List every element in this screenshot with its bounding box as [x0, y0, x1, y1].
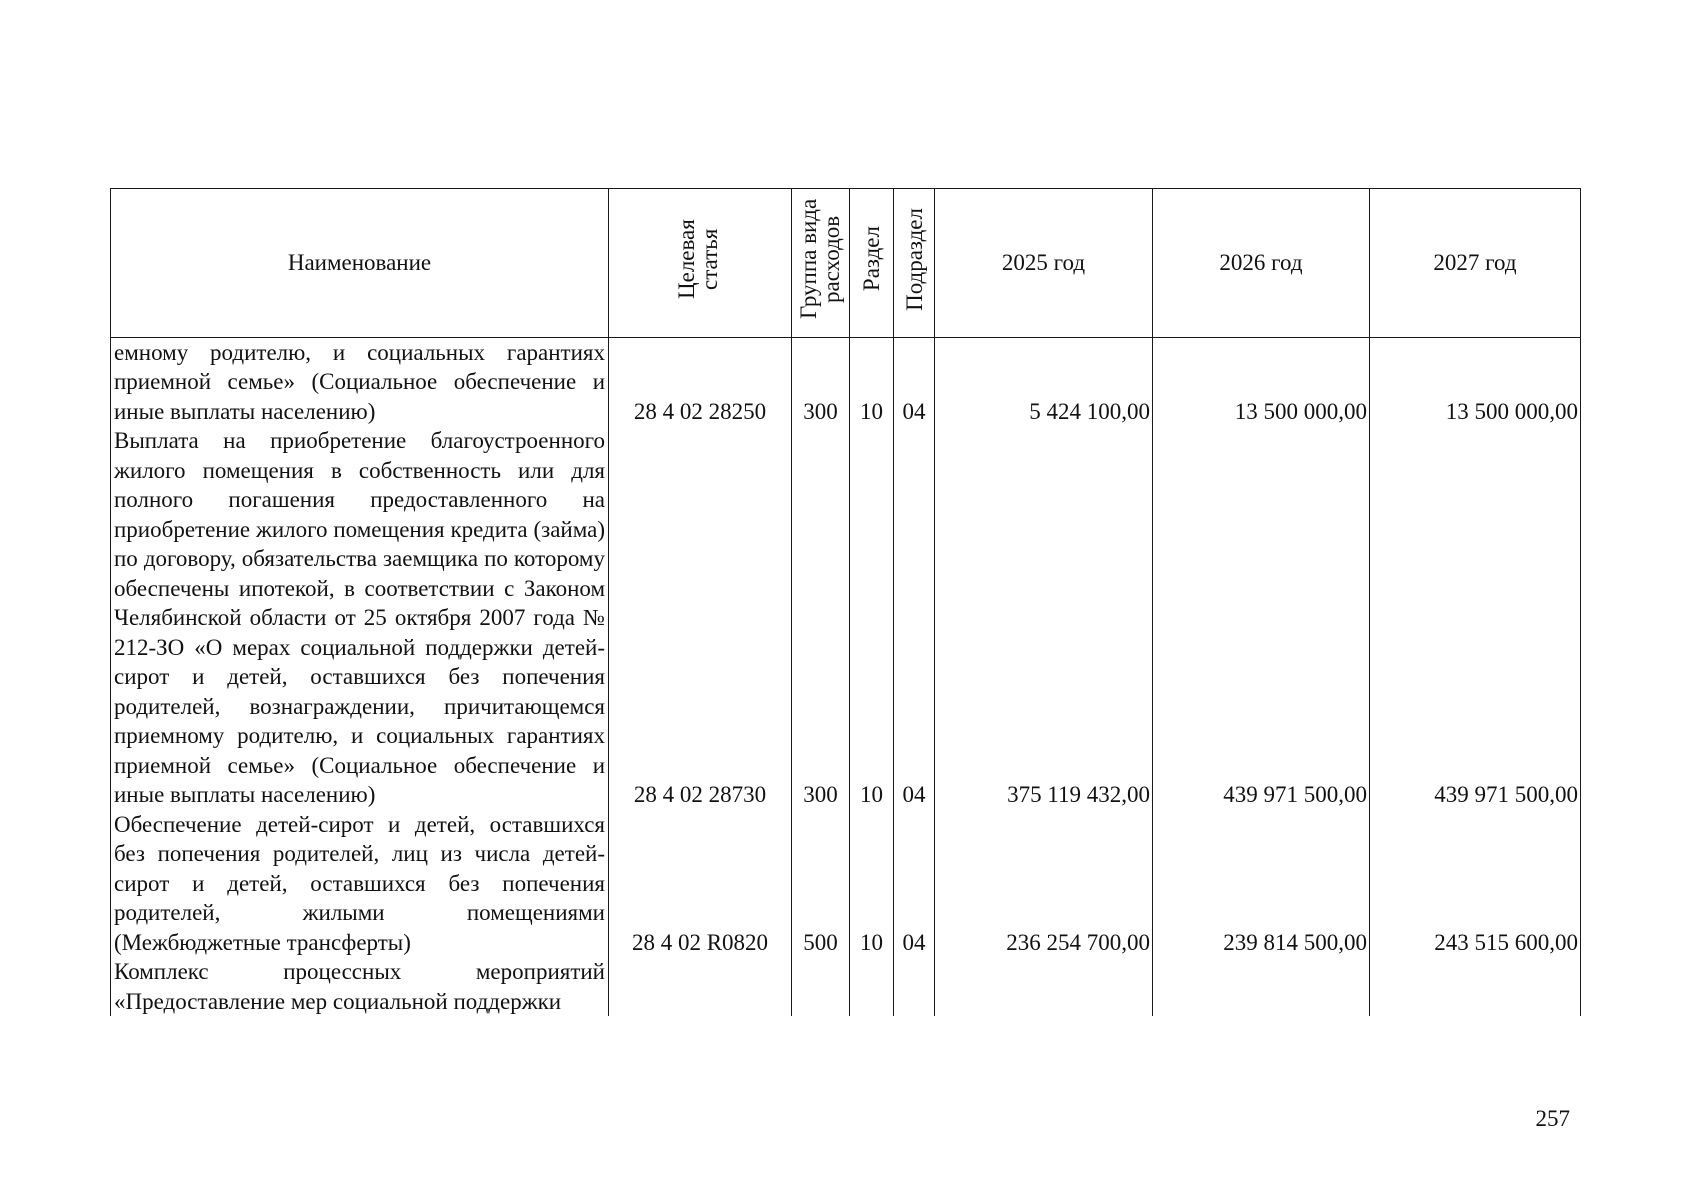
- header-2026: 2026 год: [1153, 189, 1370, 338]
- row-subsection: 04: [894, 337, 935, 426]
- header-2025: 2025 год: [935, 189, 1153, 338]
- row-expense-group: 300: [792, 337, 850, 426]
- row-section: 10: [850, 810, 894, 958]
- budget-table: [110, 188, 1581, 1016]
- row-2027: [1370, 957, 1581, 1016]
- row-target-article: 28 4 02 28250: [609, 337, 792, 426]
- row-name: Выплата на приобретение благоустроенного жилого помещения в собственность или для полного погашения предоставленного на приобретение жилого помещения кредита (займа) по договору, обязательства заемщика по которому обеспечены ипотекой, в соответствии с Законом Челябинской области от 25 октября 2007 года № 212-ЗО «О мерах социальной поддержки детей-сирот и детей, оставшихся без попечения родителей, вознаграждении, причитающемся приемному родителю, и социальных гарантиях приемной семье» (Социальное обеспечение и иные выплаты населению): [111, 426, 609, 810]
- header-target-article-text: Целевая статья: [674, 219, 722, 299]
- row-name: Обеспечение детей-сирот и детей, оставшихся без попечения родителей, лиц из числа детей-сирот и детей, оставшихся без попечения родителей, жилыми помещениями (Межбюджетные трансферты): [111, 810, 609, 958]
- row-expense-group: 300: [792, 426, 850, 810]
- row-2025: 375 119 432,00: [935, 426, 1153, 810]
- header-name: Наименование: [111, 189, 609, 338]
- row-subsection: 04: [894, 810, 935, 958]
- header-2027: 2027 год: [1370, 189, 1581, 338]
- row-2026: 239 814 500,00: [1153, 810, 1370, 958]
- table-row: [111, 957, 1581, 1016]
- header-section: [850, 189, 894, 338]
- row-2026: 13 500 000,00: [1153, 337, 1370, 426]
- page-number: 257: [1535, 1106, 1570, 1131]
- row-2027: 243 515 600,00: [1370, 810, 1581, 958]
- row-expense-group: 500: [792, 810, 850, 958]
- row-section: [850, 957, 894, 1016]
- table-row: [111, 337, 1581, 426]
- header-section-text: Раздел: [859, 226, 884, 292]
- row-2026: 439 971 500,00: [1153, 426, 1370, 810]
- row-subsection: [894, 957, 935, 1016]
- row-target-article: [609, 957, 792, 1016]
- table-row: [111, 810, 1581, 958]
- row-2027: 439 971 500,00: [1370, 426, 1581, 810]
- header-expense-group: [792, 189, 850, 338]
- row-section: 10: [850, 426, 894, 810]
- row-2025: [935, 957, 1153, 1016]
- header-row: [111, 189, 1581, 338]
- row-2026: [1153, 957, 1370, 1016]
- row-section: 10: [850, 337, 894, 426]
- header-expense-group-text: Группа вида расходов: [795, 198, 844, 320]
- row-subsection: 04: [894, 426, 935, 810]
- header-subsection: [894, 189, 935, 338]
- row-name: емному родителю, и социальных гарантиях приемной семье» (Социальное обеспечение и иные выплаты населению): [111, 337, 609, 426]
- row-target-article: 28 4 02 28730: [609, 426, 792, 810]
- table-row: [111, 426, 1581, 810]
- row-2025: 236 254 700,00: [935, 810, 1153, 958]
- row-expense-group: [792, 957, 850, 1016]
- row-name: Комплекс процессных мероприятий «Предоставление мер социальной поддержки: [111, 957, 609, 1016]
- header-target-article: [609, 189, 792, 338]
- header-subsection-text: Подраздел: [901, 207, 927, 311]
- row-target-article: 28 4 02 R0820: [609, 810, 792, 958]
- row-2027: 13 500 000,00: [1370, 337, 1581, 426]
- row-2025: 5 424 100,00: [935, 337, 1153, 426]
